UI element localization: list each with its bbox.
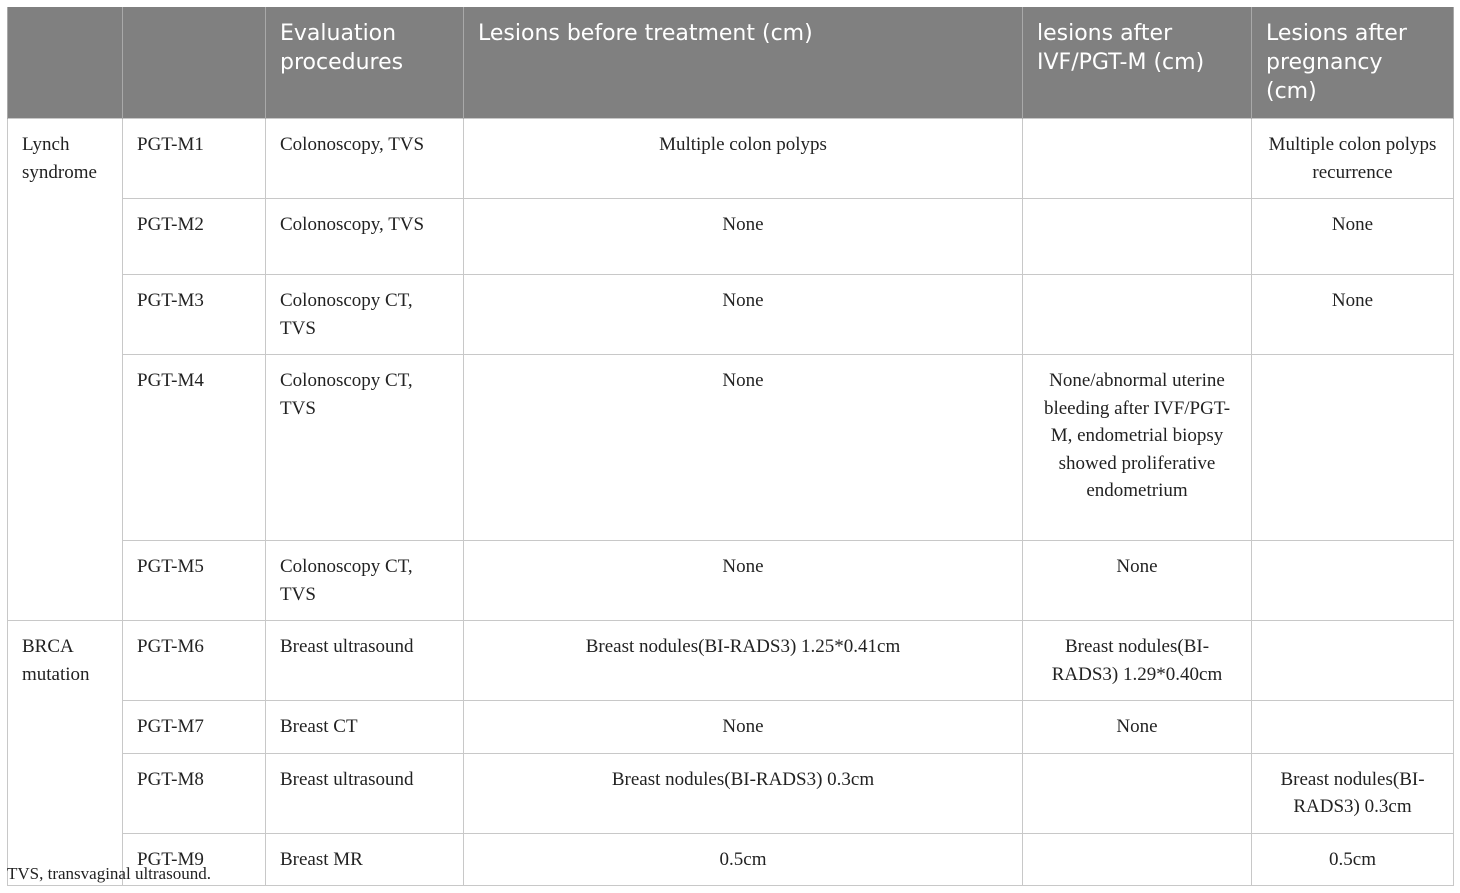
- table-row: [8, 701, 1454, 754]
- procedure-cell: Breast MR: [266, 833, 464, 886]
- case-id: PGT-M9: [123, 833, 266, 886]
- before-cell: 0.5cm: [464, 833, 1023, 886]
- after-pregnancy-cell: [1252, 541, 1454, 621]
- after-ivf-cell: [1023, 753, 1252, 833]
- before-cell: Multiple colon polyps: [464, 119, 1023, 199]
- table-row: [8, 541, 1454, 621]
- after-ivf-cell: None: [1023, 701, 1252, 754]
- after-ivf-cell: None: [1023, 541, 1252, 621]
- header-case: [123, 7, 266, 119]
- table-row: [8, 833, 1454, 886]
- case-id: PGT-M7: [123, 701, 266, 754]
- after-pregnancy-cell: [1252, 355, 1454, 541]
- header-lesions-after-pregnancy: Lesions after pregnancy (cm): [1252, 7, 1454, 119]
- procedure-cell: Colonoscopy CT, TVS: [266, 275, 464, 355]
- procedure-cell: Colonoscopy, TVS: [266, 199, 464, 275]
- table-row: [8, 275, 1454, 355]
- before-cell: None: [464, 701, 1023, 754]
- table-row: [8, 119, 1454, 199]
- before-cell: Breast nodules(BI-RADS3) 0.3cm: [464, 753, 1023, 833]
- after-ivf-cell: [1023, 199, 1252, 275]
- table-container: [7, 7, 1453, 886]
- after-pregnancy-cell: [1252, 621, 1454, 701]
- case-id: PGT-M3: [123, 275, 266, 355]
- group-label: BRCA mutation: [8, 621, 123, 886]
- before-cell: None: [464, 275, 1023, 355]
- after-ivf-cell: [1023, 275, 1252, 355]
- case-id: PGT-M5: [123, 541, 266, 621]
- header-group: [8, 7, 123, 119]
- header-row: [8, 7, 1454, 119]
- procedure-cell: Breast ultrasound: [266, 621, 464, 701]
- table-row: [8, 355, 1454, 541]
- header-lesions-after-ivf: lesions after IVF/PGT-M (cm): [1023, 7, 1252, 119]
- after-ivf-cell: None/abnormal uterine bleeding after IVF/PGT-M, endometrial biopsy showed proliferative endometrium: [1023, 355, 1252, 541]
- table-row: [8, 199, 1454, 275]
- header-lesions-before: Lesions before treatment (cm): [464, 7, 1023, 119]
- table-footnote: TVS, transvaginal ultrasound.: [7, 864, 211, 883]
- before-cell: Breast nodules(BI-RADS3) 1.25*0.41cm: [464, 621, 1023, 701]
- case-id: PGT-M2: [123, 199, 266, 275]
- procedure-cell: Breast CT: [266, 701, 464, 754]
- case-id: PGT-M4: [123, 355, 266, 541]
- before-cell: None: [464, 199, 1023, 275]
- after-pregnancy-cell: Multiple colon polyps recurrence: [1252, 119, 1454, 199]
- case-id: PGT-M6: [123, 621, 266, 701]
- after-pregnancy-cell: 0.5cm: [1252, 833, 1454, 886]
- procedure-cell: Colonoscopy CT, TVS: [266, 541, 464, 621]
- group-label: Lynch syndrome: [8, 119, 123, 621]
- after-pregnancy-cell: None: [1252, 199, 1454, 275]
- table-row: [8, 753, 1454, 833]
- procedure-cell: Colonoscopy CT, TVS: [266, 355, 464, 541]
- after-ivf-cell: Breast nodules(BI-RADS3) 1.29*0.40cm: [1023, 621, 1252, 701]
- after-ivf-cell: [1023, 833, 1252, 886]
- after-pregnancy-cell: Breast nodules(BI-RADS3) 0.3cm: [1252, 753, 1454, 833]
- before-cell: None: [464, 355, 1023, 541]
- before-cell: None: [464, 541, 1023, 621]
- procedure-cell: Colonoscopy, TVS: [266, 119, 464, 199]
- results-table: [7, 7, 1454, 886]
- after-pregnancy-cell: None: [1252, 275, 1454, 355]
- case-id: PGT-M1: [123, 119, 266, 199]
- table-row: [8, 621, 1454, 701]
- header-evaluation-procedures: Evaluation procedures: [266, 7, 464, 119]
- after-pregnancy-cell: [1252, 701, 1454, 754]
- procedure-cell: Breast ultrasound: [266, 753, 464, 833]
- after-ivf-cell: [1023, 119, 1252, 199]
- case-id: PGT-M8: [123, 753, 266, 833]
